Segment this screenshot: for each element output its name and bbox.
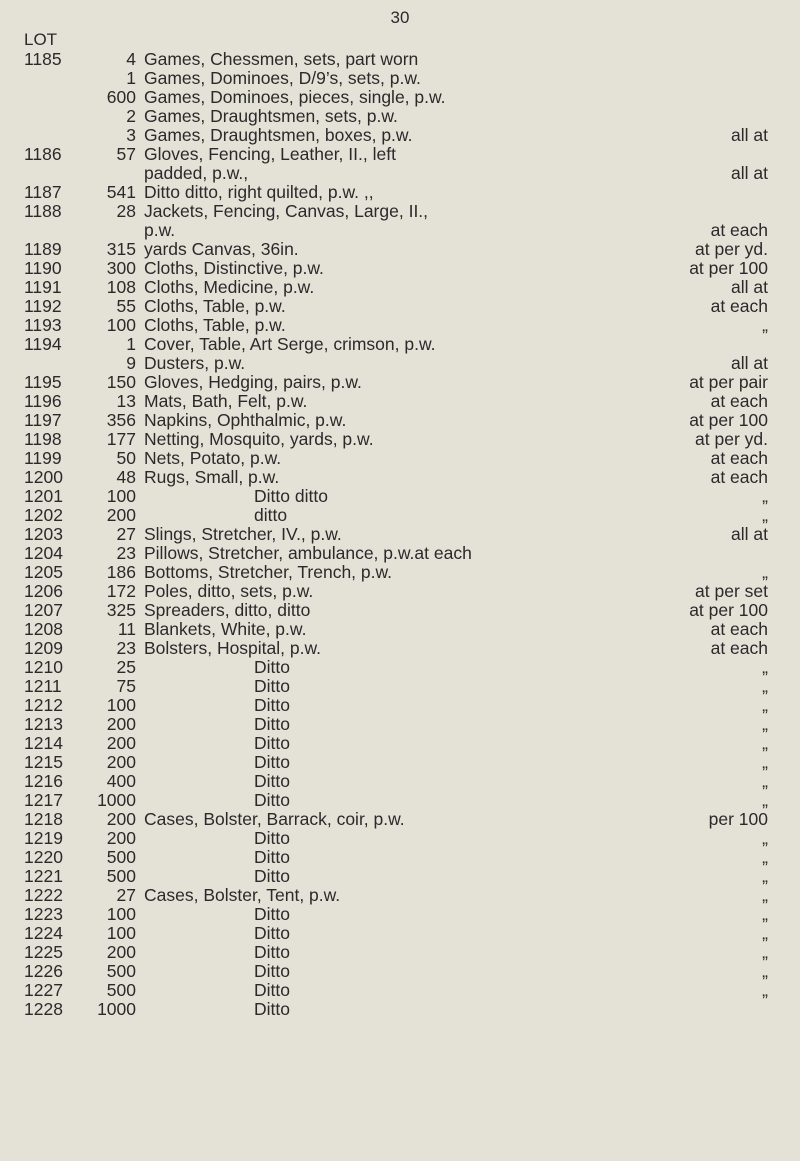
catalogue-row	[24, 164, 784, 183]
catalogue-row	[24, 278, 784, 297]
catalogue-row	[24, 107, 784, 126]
price-terms: „	[762, 923, 768, 943]
quantity: 28	[116, 201, 136, 221]
lot-number: 1223	[24, 904, 63, 924]
quantity: 100	[106, 923, 136, 943]
lot-number: 1185	[24, 49, 62, 69]
item-description: Ditto	[254, 676, 290, 696]
lot-number: 1188	[24, 201, 62, 221]
catalogue-row	[24, 563, 784, 582]
price-terms: at per 100	[689, 600, 768, 620]
item-description: Blankets, White, p.w.	[144, 619, 307, 639]
price-terms: at per set	[695, 581, 768, 601]
lot-number: 1224	[24, 923, 63, 943]
lot-number: 1200	[24, 467, 63, 487]
catalogue-row	[24, 886, 784, 905]
quantity: 3	[126, 125, 136, 145]
item-description: Gloves, Fencing, Leather, II., left	[144, 144, 396, 164]
lot-number: 1204	[24, 543, 63, 563]
price-terms: „	[762, 486, 768, 506]
item-description: Ditto	[254, 923, 290, 943]
quantity: 1	[126, 334, 136, 354]
catalogue-row	[24, 392, 784, 411]
price-terms: at each	[710, 391, 768, 411]
lot-number: 1212	[24, 695, 63, 715]
item-description: Ditto	[254, 980, 290, 1000]
item-description: Ditto	[254, 866, 290, 886]
price-terms: „	[762, 714, 768, 734]
item-description: Ditto	[254, 847, 290, 867]
price-terms: „	[762, 961, 768, 981]
item-description: Gloves, Hedging, pairs, p.w.	[144, 372, 362, 392]
catalogue-row	[24, 525, 784, 544]
price-terms: „	[762, 315, 768, 335]
quantity: 200	[106, 505, 136, 525]
lot-number: 1203	[24, 524, 63, 544]
item-description: Ditto	[254, 904, 290, 924]
quantity: 100	[106, 486, 136, 506]
item-description: Ditto	[254, 771, 290, 791]
catalogue-row	[24, 867, 784, 886]
quantity: 300	[106, 258, 136, 278]
quantity: 1	[126, 68, 136, 88]
catalogue-row	[24, 506, 784, 525]
catalogue-row	[24, 316, 784, 335]
price-terms: all at	[731, 163, 768, 183]
catalogue-row	[24, 69, 784, 88]
catalogue-row	[24, 335, 784, 354]
item-description: Games, Dominoes, pieces, single, p.w.	[144, 87, 446, 107]
quantity: 200	[106, 828, 136, 848]
lot-number: 1206	[24, 581, 63, 601]
quantity: 23	[116, 638, 136, 658]
lot-number: 1208	[24, 619, 63, 639]
catalogue-row	[24, 677, 784, 696]
catalogue-row	[24, 373, 784, 392]
item-description: Cloths, Table, p.w.	[144, 296, 286, 316]
quantity: 541	[106, 182, 136, 202]
quantity: 1000	[97, 999, 136, 1019]
price-terms: at per yd.	[695, 239, 768, 259]
lot-number: 1217	[24, 790, 63, 810]
quantity: 600	[106, 87, 136, 107]
price-terms: „	[762, 657, 768, 677]
price-terms: all at	[731, 277, 768, 297]
catalogue-row	[24, 620, 784, 639]
price-terms: „	[762, 847, 768, 867]
catalogue-row	[24, 468, 784, 487]
catalogue-row	[24, 753, 784, 772]
item-description: Pillows, Stretcher, ambulance, p.w.at each	[144, 543, 472, 563]
item-description: Spreaders, ditto, ditto	[144, 600, 311, 620]
lot-number: 1197	[24, 410, 62, 430]
catalogue-row	[24, 810, 784, 829]
item-description: padded, p.w.,	[144, 163, 249, 183]
quantity: 100	[106, 315, 136, 335]
quantity: 23	[116, 543, 136, 563]
quantity: 9	[126, 353, 136, 373]
lot-column-header: LOT	[24, 30, 58, 49]
item-description: Bolsters, Hospital, p.w.	[144, 638, 322, 658]
price-terms: „	[762, 828, 768, 848]
lot-number: 1202	[24, 505, 63, 525]
catalogue-row	[24, 601, 784, 620]
item-description: Cloths, Distinctive, p.w.	[144, 258, 324, 278]
price-terms: at each	[710, 448, 768, 468]
price-terms: all at	[731, 125, 768, 145]
catalogue-row	[24, 145, 784, 164]
quantity: 200	[106, 733, 136, 753]
catalogue-row	[24, 848, 784, 867]
quantity: 186	[106, 562, 136, 582]
item-description: Cases, Bolster, Tent, p.w.	[144, 885, 341, 905]
catalogue-row	[24, 411, 784, 430]
quantity: 57	[116, 144, 136, 164]
item-description: Cases, Bolster, Barrack, coir, p.w.	[144, 809, 405, 829]
item-description: Games, Draughtsmen, sets, p.w.	[144, 106, 398, 126]
item-description: p.w.	[144, 220, 176, 240]
lot-number: 1193	[24, 315, 62, 335]
quantity: 172	[106, 581, 136, 601]
item-description: Ditto	[254, 657, 290, 677]
catalogue-row	[24, 962, 784, 981]
quantity: 108	[106, 277, 136, 297]
catalogue-row	[24, 696, 784, 715]
quantity: 200	[106, 809, 136, 829]
price-terms: „	[762, 505, 768, 525]
quantity: 315	[106, 239, 136, 259]
catalogue-row	[24, 297, 784, 316]
price-terms: „	[762, 904, 768, 924]
catalogue-row	[24, 981, 784, 1000]
item-description: Cover, Table, Art Serge, crimson, p.w.	[144, 334, 436, 354]
quantity: 100	[106, 695, 136, 715]
price-terms: „	[762, 733, 768, 753]
price-terms: „	[762, 790, 768, 810]
lot-number: 1210	[24, 657, 63, 677]
lot-number: 1205	[24, 562, 63, 582]
quantity: 27	[116, 524, 136, 544]
quantity: 1000	[97, 790, 136, 810]
price-terms: „	[762, 562, 768, 582]
catalogue-row	[24, 354, 784, 373]
catalogue-row	[24, 88, 784, 107]
catalogue-row	[24, 734, 784, 753]
catalogue-row	[24, 259, 784, 278]
item-description: Ditto	[254, 752, 290, 772]
quantity: 500	[106, 847, 136, 867]
catalogue-row	[24, 430, 784, 449]
price-terms: „	[762, 676, 768, 696]
item-description: Games, Dominoes, D/9’s, sets, p.w.	[144, 68, 421, 88]
item-description: Ditto	[254, 961, 290, 981]
quantity: 48	[116, 467, 136, 487]
price-terms: at each	[710, 467, 768, 487]
catalogue-row	[24, 221, 784, 240]
catalogue-row	[24, 791, 784, 810]
item-description: Rugs, Small, p.w.	[144, 467, 280, 487]
lot-number: 1221	[24, 866, 63, 886]
quantity: 200	[106, 752, 136, 772]
price-terms: „	[762, 942, 768, 962]
price-terms: at per 100	[689, 258, 768, 278]
quantity: 11	[117, 619, 136, 639]
lot-number: 1219	[24, 828, 63, 848]
catalogue-row	[24, 1000, 784, 1019]
catalogue-row	[24, 202, 784, 221]
quantity: 25	[116, 657, 136, 677]
item-description: Ditto	[254, 695, 290, 715]
price-terms: at per pair	[689, 372, 768, 392]
price-terms: all at	[731, 353, 768, 373]
catalogue-row	[24, 772, 784, 791]
catalogue-row	[24, 715, 784, 734]
catalogue-row	[24, 50, 784, 69]
item-description: Netting, Mosquito, yards, p.w.	[144, 429, 374, 449]
quantity: 400	[106, 771, 136, 791]
quantity: 177	[106, 429, 136, 449]
item-description: Ditto	[254, 999, 290, 1019]
quantity: 4	[126, 49, 136, 69]
item-description: ditto	[254, 505, 288, 525]
lot-number: 1189	[24, 239, 62, 259]
quantity: 200	[106, 714, 136, 734]
quantity: 500	[106, 980, 136, 1000]
lot-number: 1201	[24, 486, 63, 506]
price-terms: at per 100	[689, 410, 768, 430]
item-description: Cloths, Medicine, p.w.	[144, 277, 315, 297]
price-terms: at each	[710, 638, 768, 658]
lot-number: 1211	[24, 676, 62, 696]
quantity: 100	[106, 904, 136, 924]
lot-number: 1192	[24, 296, 62, 316]
catalogue-row	[24, 240, 784, 259]
lot-number: 1213	[24, 714, 63, 734]
item-description: Ditto ditto	[254, 486, 328, 506]
lot-number: 1228	[24, 999, 63, 1019]
lot-number: 1214	[24, 733, 63, 753]
catalogue-row	[24, 905, 784, 924]
price-terms: at each	[710, 619, 768, 639]
item-description: Slings, Stretcher, IV., p.w.	[144, 524, 342, 544]
catalogue-row	[24, 924, 784, 943]
catalogue-row	[24, 829, 784, 848]
quantity: 55	[116, 296, 136, 316]
item-description: Nets, Potato, p.w.	[144, 448, 282, 468]
lot-number: 1225	[24, 942, 63, 962]
quantity: 500	[106, 866, 136, 886]
price-terms: „	[762, 771, 768, 791]
quantity: 75	[116, 676, 136, 696]
item-description: Games, Draughtsmen, boxes, p.w.	[144, 125, 413, 145]
price-terms: at each	[710, 296, 768, 316]
item-description: Ditto	[254, 714, 290, 734]
lot-number: 1226	[24, 961, 63, 981]
item-description: yards Canvas, 36in.	[144, 239, 299, 259]
lot-number: 1199	[24, 448, 62, 468]
lot-number: 1195	[24, 372, 62, 392]
quantity: 325	[106, 600, 136, 620]
item-description: Ditto ditto, right quilted, p.w. ,,	[144, 182, 374, 202]
item-description: Ditto	[254, 828, 290, 848]
quantity: 356	[106, 410, 136, 430]
lot-number: 1218	[24, 809, 63, 829]
item-description: Napkins, Ophthalmic, p.w.	[144, 410, 347, 430]
catalogue-row	[24, 943, 784, 962]
catalogue-row	[24, 487, 784, 506]
item-description: Ditto	[254, 733, 290, 753]
lot-number: 1191	[24, 277, 62, 297]
lot-number: 1198	[24, 429, 62, 449]
quantity: 500	[106, 961, 136, 981]
catalogue-row	[24, 183, 784, 202]
catalogue-row	[24, 544, 784, 563]
price-terms: „	[762, 866, 768, 886]
price-terms: „	[762, 695, 768, 715]
catalogue-list	[24, 50, 784, 1019]
catalogue-row	[24, 449, 784, 468]
price-terms: all at	[731, 524, 768, 544]
quantity: 200	[106, 942, 136, 962]
price-terms: at per yd.	[695, 429, 768, 449]
catalogue-row	[24, 126, 784, 145]
lot-number: 1227	[24, 980, 63, 1000]
lot-number: 1209	[24, 638, 63, 658]
item-description: Games, Chessmen, sets, part worn	[144, 49, 419, 69]
price-terms: „	[762, 980, 768, 1000]
price-terms: at each	[710, 220, 768, 240]
lot-number: 1215	[24, 752, 63, 772]
price-terms: per 100	[708, 809, 768, 829]
lot-number: 1190	[24, 258, 62, 278]
quantity: 150	[106, 372, 136, 392]
price-terms: „	[762, 752, 768, 772]
catalogue-row	[24, 639, 784, 658]
lot-number: 1194	[24, 334, 62, 354]
item-description: Dusters, p.w.	[144, 353, 246, 373]
catalogue-row	[24, 658, 784, 677]
item-description: Bottoms, Stretcher, Trench, p.w.	[144, 562, 393, 582]
quantity: 27	[116, 885, 136, 905]
lot-number: 1196	[24, 391, 62, 411]
page-number: 30	[390, 8, 410, 27]
item-description: Ditto	[254, 790, 290, 810]
item-description: Cloths, Table, p.w.	[144, 315, 286, 335]
quantity: 2	[126, 106, 136, 126]
item-description: Jackets, Fencing, Canvas, Large, II.,	[144, 201, 429, 221]
lot-number: 1216	[24, 771, 63, 791]
quantity: 50	[116, 448, 136, 468]
quantity: 13	[116, 391, 136, 411]
item-description: Poles, ditto, sets, p.w.	[144, 581, 314, 601]
item-description: Mats, Bath, Felt, p.w.	[144, 391, 308, 411]
lot-number: 1220	[24, 847, 63, 867]
lot-number: 1207	[24, 600, 63, 620]
lot-number: 1222	[24, 885, 63, 905]
catalogue-row	[24, 582, 784, 601]
item-description: Ditto	[254, 942, 290, 962]
lot-number: 1187	[24, 182, 62, 202]
lot-number: 1186	[24, 144, 62, 164]
price-terms: „	[762, 885, 768, 905]
